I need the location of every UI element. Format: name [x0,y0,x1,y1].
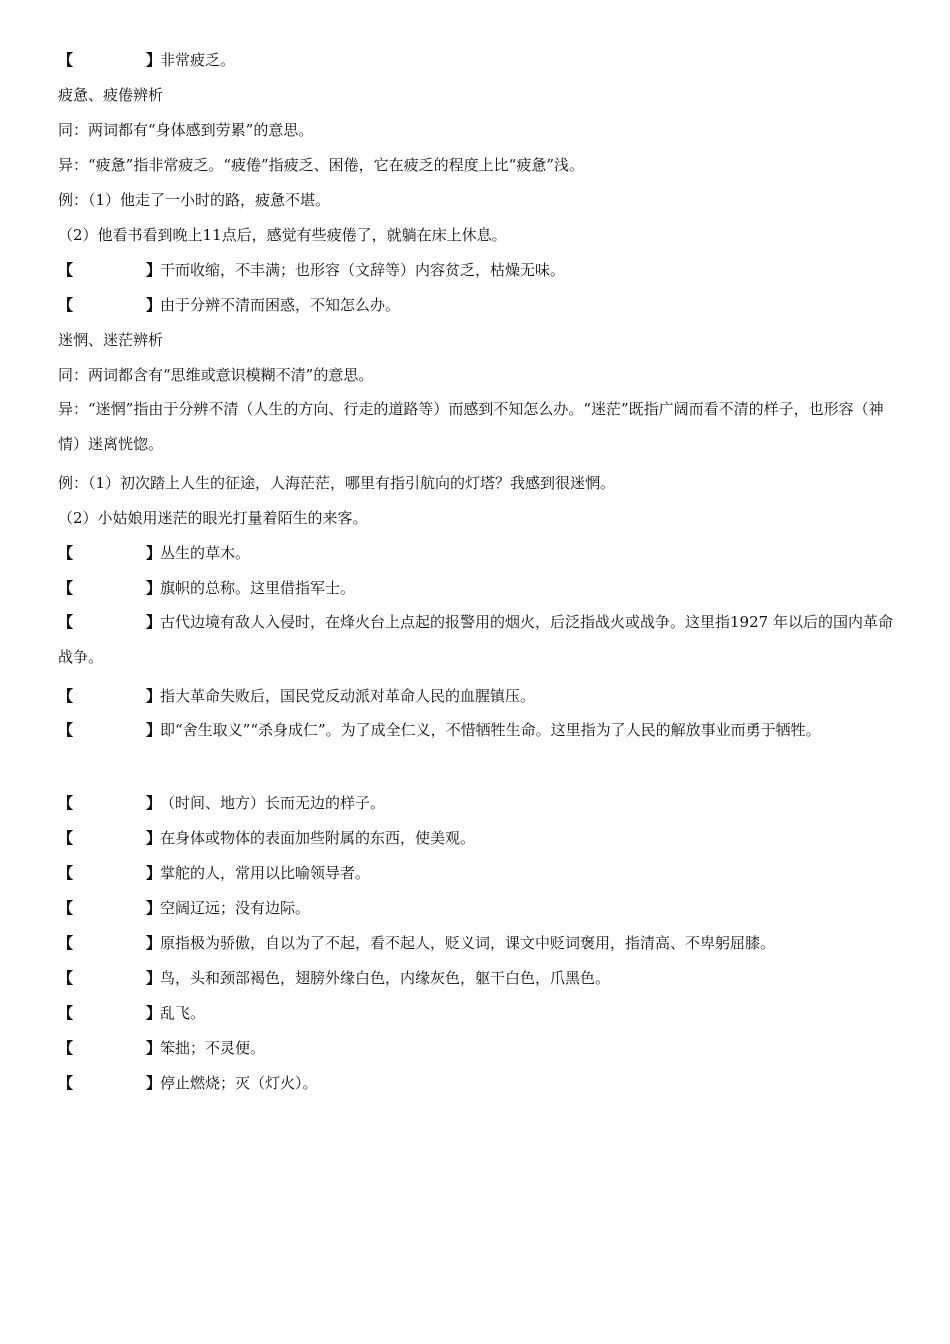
left-bracket: 【 [58,261,74,279]
vocab-blank-item [58,543,894,563]
right-bracket: 】 [146,1074,162,1092]
vocab-blank-item [58,793,894,813]
paragraph-text: 同：两词都有“身体感到劳累”的意思。 [58,121,314,139]
definition-text: 由于分辨不清而困惑，不知怎么办。 [160,296,401,314]
left-bracket: 【 [58,687,74,705]
definition-text: 停止燃烧；灭（灯火）。 [160,1074,318,1092]
paragraph-text: 同：两词都含有“思维或意识模糊不清”的意思。 [58,366,374,384]
left-bracket: 【 [58,579,74,597]
left-bracket: 【 [58,934,74,952]
right-bracket: 】 [146,544,162,562]
definition-text: 非常疲乏。 [160,51,236,69]
left-bracket: 【 [58,721,74,739]
left-bracket: 【 [58,1039,74,1057]
definition-text: 旗帜的总称。这里借指军士。 [160,579,356,597]
definition-text: 丛生的草木。 [160,544,251,562]
right-bracket: 】 [146,579,162,597]
left-bracket: 【 [58,1074,74,1092]
definition-text: 指大革命失败后，国民党反动派对革命人民的血腥镇压。 [160,687,536,705]
vocab-blank-item [58,933,894,953]
paragraph-text: 例：（1）他走了一小时的路，疲惫不堪。 [58,191,331,209]
left-bracket: 【 [58,969,74,987]
vocab-blank-item [58,1038,894,1058]
vocab-blank-item [58,1003,894,1023]
right-bracket: 】 [146,899,162,917]
vocab-blank-item [58,50,894,70]
section-heading: 疲惫、疲倦辨析 [58,86,164,104]
definition-text: 乱飞。 [160,1004,206,1022]
vocab-blank-item [58,578,894,598]
right-bracket: 】 [146,934,162,952]
vocab-blank-item [58,898,894,918]
section-heading: 迷惘、迷茫辨析 [58,331,164,349]
paragraph-text: 异：“疲惫”指非常疲乏。“疲倦”指疲乏、困倦，它在疲乏的程度上比“疲惫”浅。 [58,156,585,174]
definition-text: 即“舍生取义”“杀身成仁”。为了成全仁义，不惜牺牲生命。这里指为了人民的解放事业而勇于牺牲。 [160,721,821,739]
right-bracket: 】 [146,969,162,987]
paragraph-text: （2）他看书看到晚上11点后，感觉有些疲倦了，就躺在床上休息。 [58,226,507,244]
vocab-blank-item [58,713,894,748]
definition-text: （时间、地方）长而无边的样子。 [160,794,386,812]
vocab-blank-item [58,295,894,315]
vocab-blank-item [58,686,894,706]
right-bracket: 】 [146,613,162,631]
paragraph-text: 异：“迷惘”指由于分辨不清（人生的方向、行走的道路等）而感到不知怎么办。“迷茫”既指广阔而看不清的样子，也形容（神情）迷离恍惚。 [58,400,884,453]
right-bracket: 】 [146,794,162,812]
vocab-blank-item [58,605,894,675]
left-bracket: 【 [58,51,74,69]
right-bracket: 】 [146,51,162,69]
vocab-blank-item [58,968,894,988]
left-bracket: 【 [58,1004,74,1022]
left-bracket: 【 [58,829,74,847]
right-bracket: 】 [146,261,162,279]
vocab-blank-item [58,1073,894,1093]
vocab-blank-item [58,863,894,883]
definition-text: 在身体或物体的表面加些附属的东西，使美观。 [160,829,476,847]
definition-text: 鸟，头和颈部褐色，翅膀外缘白色，内缘灰色，躯干白色，爪黑色。 [160,969,611,987]
left-bracket: 【 [58,544,74,562]
left-bracket: 【 [58,899,74,917]
paragraph-text: 例：（1）初次踏上人生的征途，人海茫茫，哪里有指引航向的灯塔？我感到很迷惘。 [58,474,616,492]
paragraph-text: （2）小姑娘用迷茫的眼光打量着陌生的来客。 [58,509,368,527]
left-bracket: 【 [58,864,74,882]
left-bracket: 【 [58,794,74,812]
definition-text: 笨拙；不灵便。 [160,1039,266,1057]
left-bracket: 【 [58,296,74,314]
definition-text: 空阔辽远；没有边际。 [160,899,311,917]
definition-text: 干而收缩，不丰满；也形容（文辞等）内容贫乏，枯燥无味。 [160,261,566,279]
right-bracket: 】 [146,296,162,314]
left-bracket: 【 [58,613,74,631]
vocab-blank-item [58,260,894,280]
right-bracket: 】 [146,1004,162,1022]
right-bracket: 】 [146,1039,162,1057]
right-bracket: 】 [146,829,162,847]
definition-text: 原指极为骄傲，自以为了不起，看不起人，贬义词，课文中贬词褒用，指清高、不卑躬屈膝。 [160,934,776,952]
vocab-blank-item [58,828,894,848]
right-bracket: 】 [146,864,162,882]
definition-text: 掌舵的人，常用以比喻领导者。 [160,864,371,882]
right-bracket: 】 [146,687,162,705]
definition-text: 古代边境有敌人入侵时，在烽火台上点起的报警用的烟火，后泛指战火或战争。这里指1927 年以后的国内革命战争。 [58,613,893,666]
right-bracket: 】 [146,721,162,739]
